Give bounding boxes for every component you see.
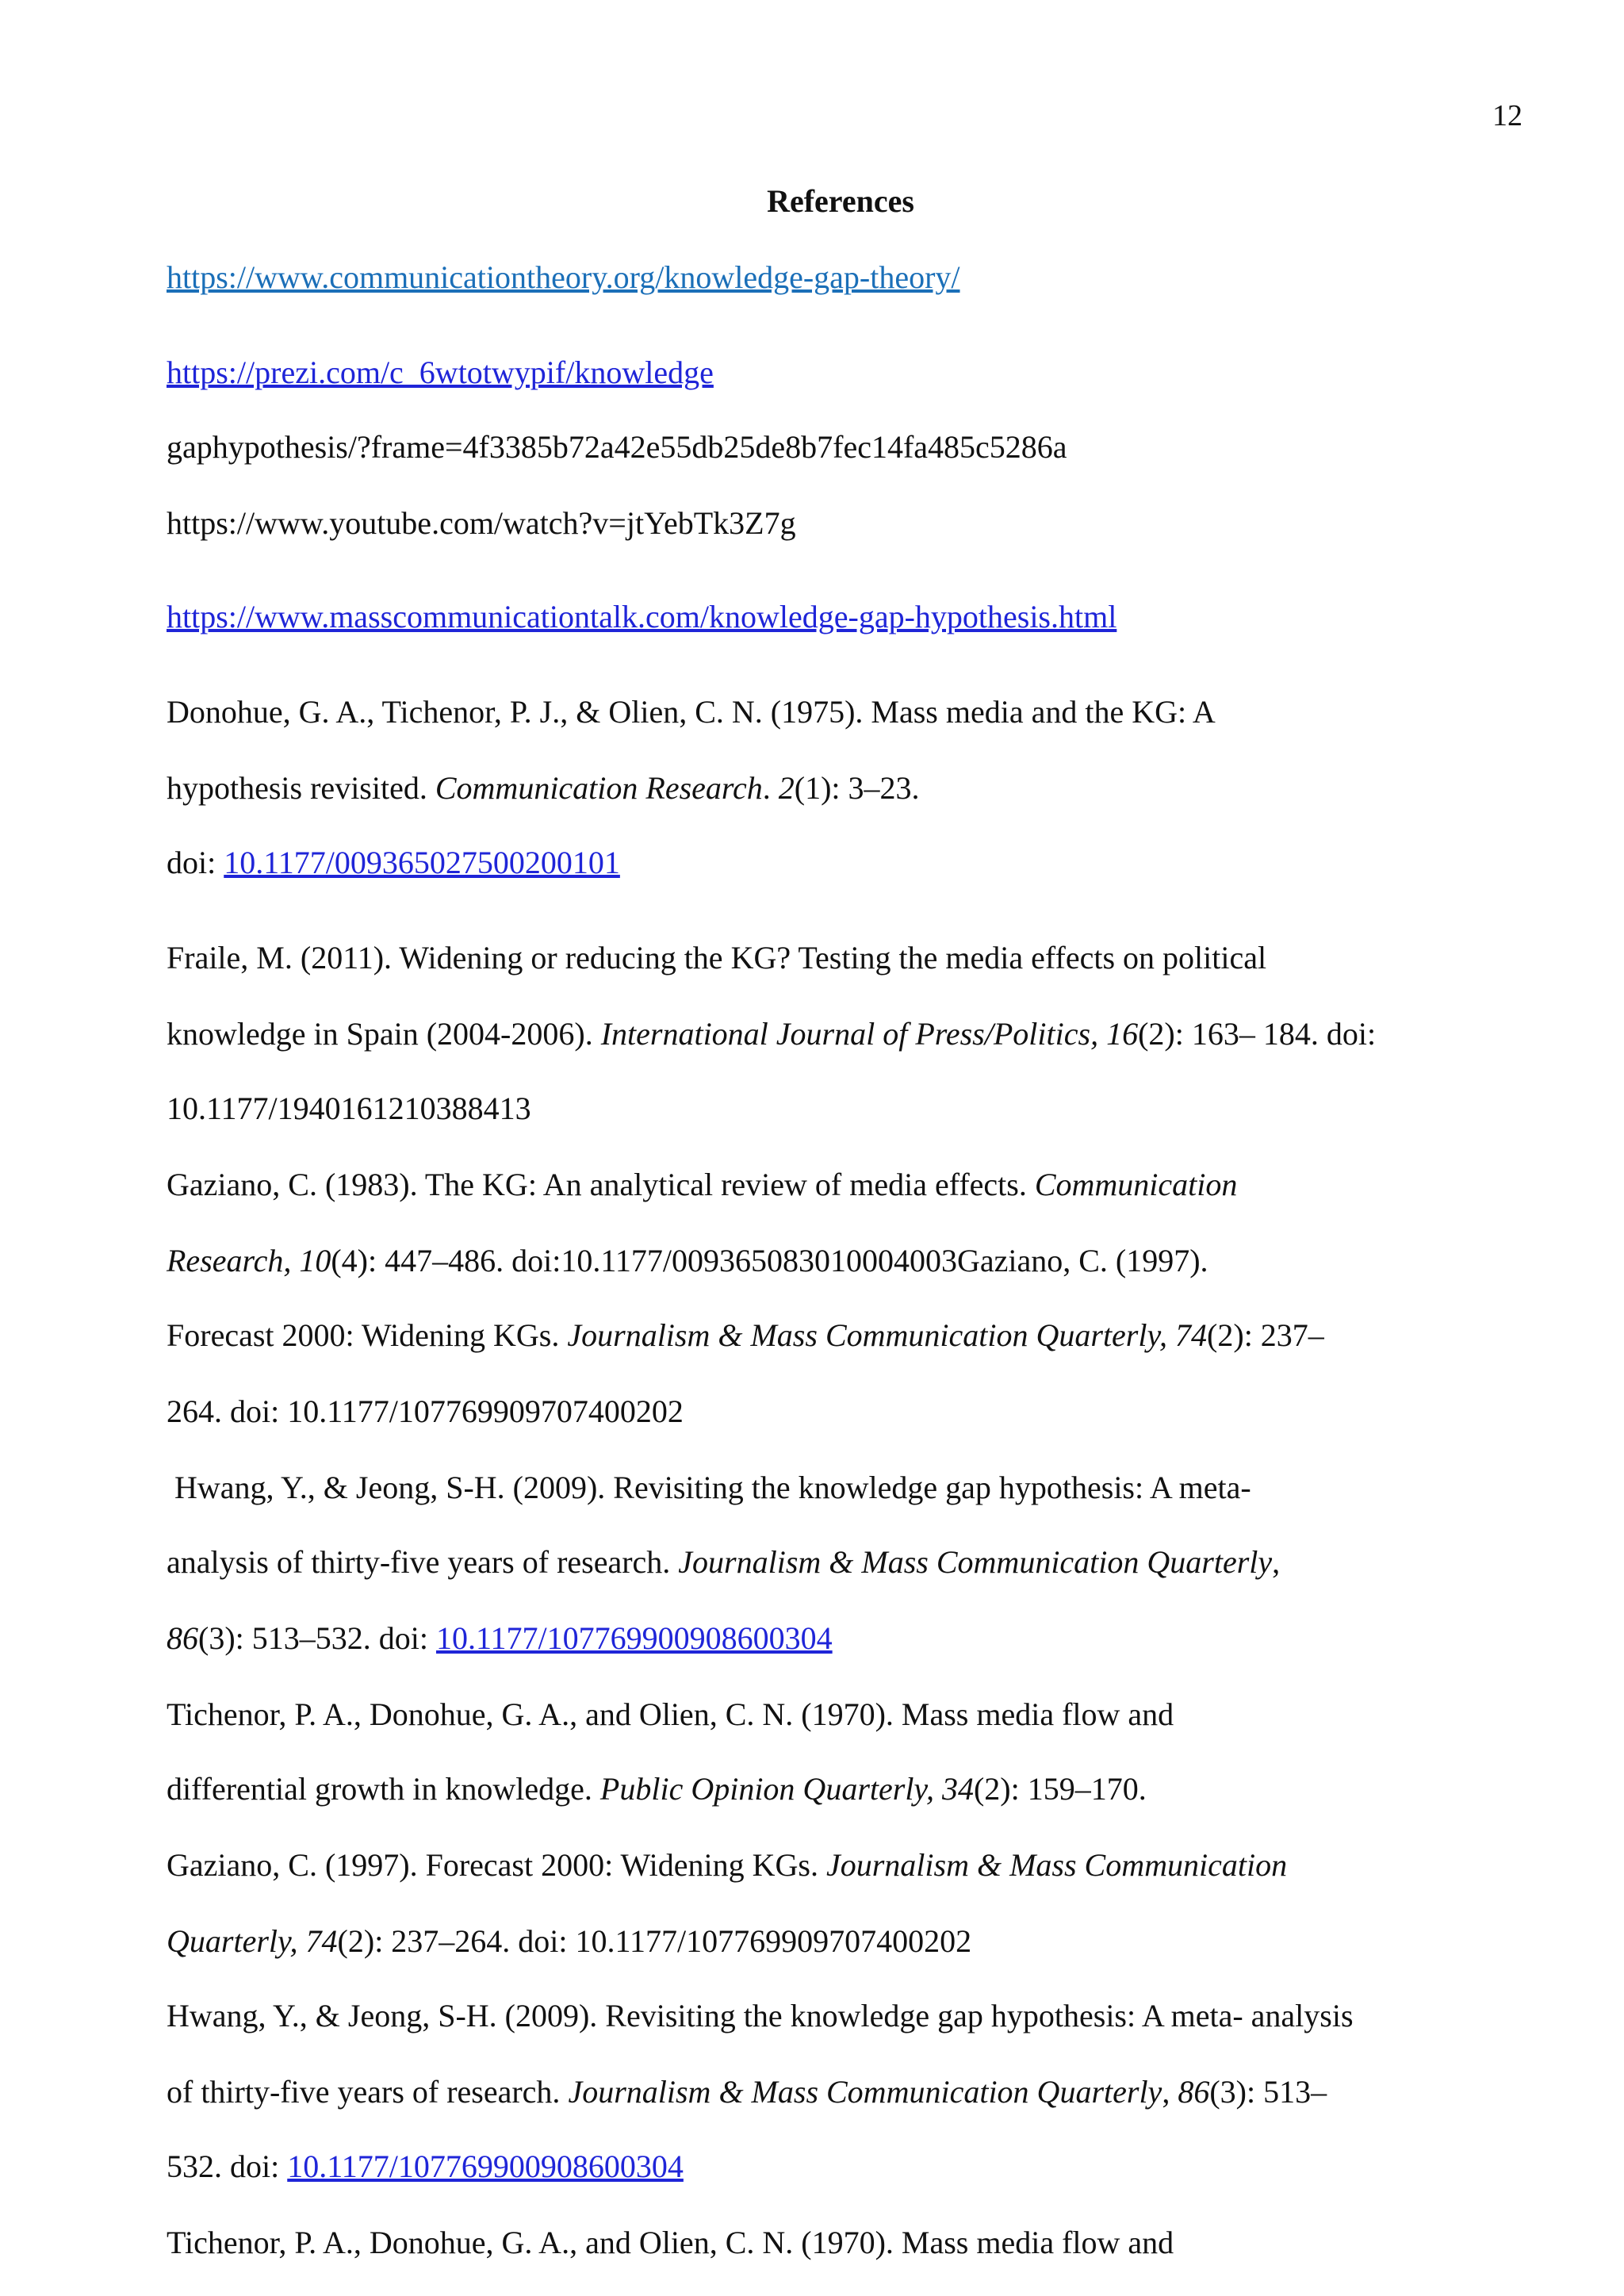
references-heading: References <box>767 183 914 219</box>
doi-link[interactable]: 10.1177/009365027500200101 <box>224 845 620 880</box>
reference-text: gaphypothesis/?frame=4f3385b72a42e55db25de8b7fec14fa485c5286a <box>167 429 1067 465</box>
doi-link[interactable]: 10.1177/107769900908600304 <box>435 1620 833 1656</box>
reference-text: (4): 447–486. doi:10.1177/009365083010004003Gaziano, C. (1997). <box>331 1243 1208 1278</box>
reference-line <box>167 1015 1376 1053</box>
reference-line <box>167 2148 684 2186</box>
reference-text: doi: <box>167 845 224 880</box>
reference-text: Fraile, M. (2011). Widening or reducing the KG? Testing the media effects on political <box>167 940 1267 976</box>
reference-line <box>167 428 1067 466</box>
reference-line <box>167 354 714 392</box>
reference-line <box>167 2224 1174 2262</box>
reference-text: (3): 513– <box>1209 2074 1327 2110</box>
reference-text: (3): 513–532. doi: <box>198 1620 436 1656</box>
reference-text: , <box>1162 2074 1178 2110</box>
reference-text: . <box>762 770 779 806</box>
reference-line <box>167 939 1266 977</box>
journal-title: Journalism & Mass Communication Quarterly <box>678 1544 1273 1580</box>
reference-text: (2): 237–264. doi: 10.1177/107769909707400202 <box>337 1923 972 1959</box>
journal-title: Communication Research <box>435 770 763 806</box>
volume-number: 2 <box>778 770 795 806</box>
reference-line <box>167 1846 1287 1884</box>
reference-text: , <box>1272 1544 1281 1580</box>
doi-link[interactable]: 10.1177/107769900908600304 <box>287 2148 684 2184</box>
journal-title: Journalism & Mass Communication Quarterly, 74 <box>567 1317 1208 1353</box>
reference-text: (2): 159–170. <box>973 1771 1147 1807</box>
reference-text: 10.1177/1940161210388413 <box>167 1091 531 1126</box>
reference-line <box>167 1619 833 1658</box>
reference-text: 532. doi: <box>167 2148 288 2184</box>
reference-text: Gaziano, C. (1983). The KG: An analytical review of media effects. <box>167 1167 1035 1202</box>
reference-link[interactable]: https://prezi.com/c_6wtotwypif/knowledge <box>167 355 714 390</box>
reference-text: Gaziano, C. (1997). Forecast 2000: Widening KGs. <box>167 1847 826 1883</box>
reference-line <box>167 1922 971 1961</box>
reference-line <box>167 1543 1280 1581</box>
journal-title: Public Opinion Quarterly, 34 <box>599 1771 974 1807</box>
reference-text: of thirty-five years of research. <box>167 2074 569 2110</box>
reference-line <box>167 1166 1237 1204</box>
reference-line <box>167 1393 684 1431</box>
reference-text: (1): 3–23. <box>794 770 920 806</box>
reference-line <box>167 1242 1208 1280</box>
reference-text: Tichenor, P. A., Donohue, G. A., and Olien, C. N. (1970). Mass media flow and <box>167 2225 1174 2260</box>
reference-link[interactable]: https://www.communicationtheory.org/knowledge-gap-theory/ <box>167 259 960 295</box>
reference-text: hypothesis revisited. <box>167 770 435 806</box>
reference-line <box>167 598 1116 636</box>
reference-line <box>167 504 796 542</box>
reference-text: (2): 163– 184. doi: <box>1138 1016 1377 1052</box>
reference-text: analysis of thirty-five years of research. <box>167 1544 679 1580</box>
journal-title: Communication <box>1034 1167 1238 1202</box>
journal-title: Research, 10 <box>167 1243 331 1278</box>
reference-text: 264. doi: 10.1177/107769909707400202 <box>167 1393 684 1429</box>
reference-line <box>167 693 1216 731</box>
journal-title: Quarterly, 74 <box>167 1923 338 1959</box>
volume-number: 86 <box>167 1620 198 1656</box>
reference-text: (2): 237– <box>1207 1317 1324 1353</box>
reference-line <box>167 844 620 882</box>
reference-text: Donohue, G. A., Tichenor, P. J., & Olien, C. N. (1975). Mass media and the KG: A <box>167 694 1216 730</box>
reference-text: Forecast 2000: Widening KGs. <box>167 1317 568 1353</box>
journal-title: Journalism & Mass Communication <box>825 1847 1288 1883</box>
reference-line <box>167 1770 1147 1808</box>
reference-text: knowledge in Spain (2004-2006). <box>167 1016 601 1052</box>
reference-text: Tichenor, P. A., Donohue, G. A., and Olien, C. N. (1970). Mass media flow and <box>167 1696 1174 1732</box>
page-number: 12 <box>1492 99 1522 132</box>
reference-line <box>167 259 960 297</box>
reference-line <box>167 1090 531 1128</box>
reference-line <box>167 2073 1327 2111</box>
reference-text: https://www.youtube.com/watch?v=jtYebTk3Z7g <box>167 505 796 541</box>
reference-line <box>167 1997 1354 2035</box>
volume-number: 86 <box>1178 2074 1210 2110</box>
reference-line <box>167 1469 1251 1507</box>
journal-title: Journalism & Mass Communication Quarterly <box>568 2074 1162 2110</box>
reference-line <box>167 1317 1324 1355</box>
reference-link[interactable]: https://www.masscommunicationtalk.com/knowledge-gap-hypothesis.html <box>167 599 1117 634</box>
reference-line <box>167 1696 1174 1734</box>
reference-text: differential growth in knowledge. <box>167 1771 600 1807</box>
reference-text: Hwang, Y., & Jeong, S-H. (2009). Revisiting the knowledge gap hypothesis: A meta- analysis <box>167 1998 1354 2033</box>
reference-line <box>167 769 920 807</box>
reference-text: Hwang, Y., & Jeong, S-H. (2009). Revisiting the knowledge gap hypothesis: A meta- <box>167 1470 1251 1505</box>
journal-title: International Journal of Press/Politics, 16 <box>600 1016 1139 1052</box>
